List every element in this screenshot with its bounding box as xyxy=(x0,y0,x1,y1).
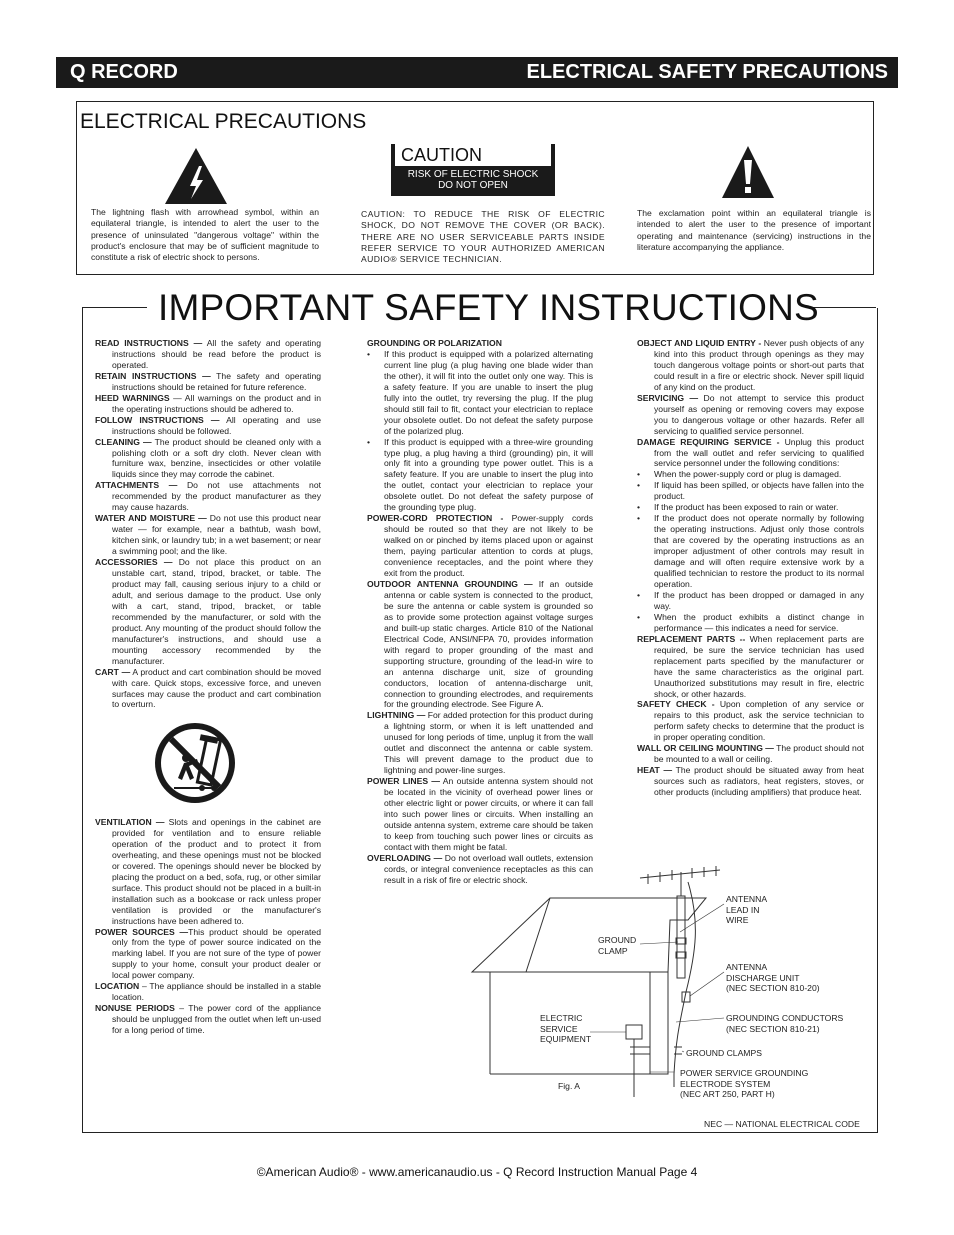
column-1-lower xyxy=(95,817,321,1036)
instruction-item: NONUSE PERIODS – The power cord of the appliance should be unplugged from the outlet when left un-used for a long period of time. xyxy=(95,1003,321,1036)
lightning-description: The lightning flash with arrowhead symbol, within an equilateral triangle, is intended to alert the user to the presence of uninsulated "dangerous voltage" within the product's enclosure that may be of sufficient magnitude to constitute a risk of electric shock to persons. xyxy=(91,207,319,263)
instruction-item: SAFETY CHECK - Upon completion of any service or repairs to this product, ask the service technician to perform safety checks to determine that the product is in proper operating condition. xyxy=(637,699,864,743)
caution-subtitle xyxy=(391,169,555,191)
label-grounding-conductors: GROUNDING CONDUCTORS (NEC SECTION 810-21) xyxy=(726,1013,844,1034)
label-power-service: POWER SERVICE GROUNDING ELECTRODE SYSTEM (NEC ART 250, PART H) xyxy=(680,1068,809,1100)
exclamation-description: The exclamation point within an equilateral triangle is intended to alert the user to the presence of important operating and maintenance (servicing) instructions in the literature accompanying the appliance. xyxy=(637,208,871,252)
caution-sub-line-1: RISK OF ELECTRIC SHOCK xyxy=(407,169,539,180)
nec-note: NEC — NATIONAL ELECTRICAL CODE xyxy=(704,1119,860,1129)
service-condition: • If liquid has been spilled, or objects have fallen into the product. xyxy=(637,480,864,502)
instruction-item: OBJECT AND LIQUID ENTRY - Never push objects of any kind into this product through openings as they may touch dangerous voltage points or short-out parts that could result in a fire or electric shock. Never spill liquid of any kind on the product. xyxy=(637,338,865,392)
instruction-item: POWER-CORD PROTECTION - Power-supply cords should be routed so that they are not likely to be walked on or pinched by items placed upon or against them, paying particular attention to cords at plugs, convenience receptacles, and the point where they exit from the product. xyxy=(367,513,593,579)
column-3 xyxy=(637,338,864,798)
label-antenna-lead-in: ANTENNA LEAD IN WIRE xyxy=(726,894,768,926)
instruction-item: HEAT — The product should be situated away from heat sources such as radiators, heat registers, stoves, or other products (including amplifiers) that produce heat. xyxy=(637,765,864,798)
instruction-item: WALL OR CEILING MOUNTING — The product should not be mounted to a wall or ceiling. xyxy=(637,743,864,765)
label-electric-service: ELECTRIC SERVICE EQUIPMENT xyxy=(540,1013,592,1045)
label-ground-clamps: GROUND CLAMPS xyxy=(686,1048,762,1058)
safety-instructions-title: IMPORTANT SAFETY INSTRUCTIONS xyxy=(158,287,819,328)
instruction-item: ACCESSORIES — Do not place this product on an unstable cart, stand, tripod, bracket, or table. The product may fall, causing serious injury to a child or adult, and serious damage to the product. Use only with a cart, stand, tripod, bracket, or table recommended by the manufacturer, or sold with the product. Any mounting of the product should follow the manufacturer's instructions, and should use a mounting accessory recommended by the manufacturer. xyxy=(95,557,321,666)
service-condition: • When the product exhibits a distinct change in performance — this indicates a need for service. xyxy=(637,612,864,634)
instruction-item: OUTDOOR ANTENNA GROUNDING — If an outside antenna or cable system is connected to the product, be sure the antenna or cable system is grounded so as to provide some protection against voltage surges and built-up static charges. Article 810 of the National Electrical Code, ANSI/NFPA 70, provides information with regard to proper grounding of the mast and supporting structure, grounding of the lead-in wire to an antenna discharge unit, size of grounding conductors, location of antenna-discharge unit, connection to grounding electrodes, and requirements for the grounding electrode. See Figure A. xyxy=(367,578,593,710)
grounding-bullet: • If this product is equipped with a three-wire grounding type plug, a plug having a third (grounding) pin, it will only fit into a grounding type power outlet. This is a safety feature. If you are unable to insert the plug into the outlet, contact your electrician to replace your obsolete outlet. Do not defeat the safety purpose of the grounding type plug. xyxy=(367,437,593,514)
instruction-item: OVERLOADING — Do not overload wall outlets, extension cords, or integral convenience receptacles as this can result in a risk of fire or electric shock. xyxy=(367,852,593,885)
instruction-item: LIGHTNING — For added protection for this product during a lightning storm, or when it is left unattended and unused for long periods of time, unplug it from the wall outlet and disconnect the antenna or cable system. This will prevent damage to the product due to lightning and power-line surges. xyxy=(367,710,593,776)
instruction-item: ATTACHMENTS — Do not use attachments not recommended by the product manufacturer as they may cause hazards. xyxy=(95,480,321,513)
instruction-item: WATER AND MOISTURE — Do not use this product near water — for example, near a bathtub, wash bowl, kitchen sink, or laundry tub; in a wet basement; or near a swimming pool; and the like. xyxy=(95,513,321,557)
header-product: Q RECORD xyxy=(70,61,178,83)
instruction-item: HEED WARNINGS — All warnings on the product and in the operating instructions should be adhered to. xyxy=(95,392,322,414)
header-bar xyxy=(56,57,898,88)
caution-label xyxy=(391,144,555,196)
figure-caption: Fig. A xyxy=(558,1081,580,1091)
lightning-warning-icon xyxy=(163,146,229,206)
instruction-item: LOCATION – The appliance should be installed in a stable location. xyxy=(95,981,321,1003)
instruction-item: READ INSTRUCTIONS — All the safety and operating instructions should be read before the product is operated. xyxy=(95,338,321,370)
instruction-item: CLEANING — The product should be cleaned only with a polishing cloth or a soft dry cloth. Never clean with furniture wax, benzine, insecticides or other volatile liquids since they may corrode the cabinet. xyxy=(95,436,322,480)
instruction-item: RETAIN INSTRUCTIONS — The safety and operating instructions should be retained for future reference. xyxy=(95,370,322,392)
header-section: ELECTRICAL SAFETY PRECAUTIONS xyxy=(526,61,888,83)
instruction-item: POWER LINES — An outside antenna system should not be located in the vicinity of overhead power lines or other electric light or power circuits, or where it can fall into such power lines or circuits. When installing an outside antenna system, extreme care should be taken to keep from touching such power lines or circuits as contact with them might be fatal. xyxy=(367,776,593,852)
service-condition: • If the product has been exposed to rain or water. xyxy=(637,502,864,513)
grounding-bullet: • If this product is equipped with a polarized alternating current line plug (a plug having one blade wider than the other), it will fit into the outlet only one way. This is a safety feature. If you are unable to insert the plug fully into the outlet, try reversing the plug. If the plug should still fail to fit, contact your electrician to replace your obsolete outlet. Do not defeat the safety purpose of the polarized plug. xyxy=(367,349,593,437)
column-2 xyxy=(367,338,593,886)
instruction-item: POWER SOURCES —This product should be operated only from the type of power source indicated on the marking label. If you are not sure of the type of power supply to your home, consult your product dealer or local power company. xyxy=(95,926,321,981)
caution-word: CAUTION xyxy=(395,144,551,166)
caution-sub-line-2: DO NOT OPEN xyxy=(438,180,508,191)
electrical-precautions-title: ELECTRICAL PRECAUTIONS xyxy=(80,110,367,133)
label-ground-clamp: GROUND CLAMP xyxy=(598,935,637,956)
instruction-item: VENTILATION — Slots and openings in the cabinet are provided for ventilation and to ensure reliable operation of the product and to protect it from overheating, and these openings must not be blocked or covered. The openings should never be blocked by placing the product on a bed, sofa, rug, or other similar surface. This product should not be placed in a built-in installation such as a bookcase or rack unless proper ventilation is provided or the manufacturer's instructions have been adhered to. xyxy=(95,817,321,926)
page-footer: ©American Audio® - www.americanaudio.us - Q Record Instruction Manual Page 4 xyxy=(256,1165,698,1179)
exclamation-warning-icon xyxy=(720,144,776,200)
column-1 xyxy=(95,338,321,710)
caution-description: CAUTION: TO REDUCE THE RISK OF ELECTRIC SHOCK, DO NOT REMOVE THE COVER (OR BACK). THERE ARE NO USER SERVICEABLE PARTS INSIDE REFER SERVICE TO YOUR AUTHORIZED AMERICAN AUDIO® SERVICE TECHNICIAN. xyxy=(361,209,605,265)
grounding-heading: GROUNDING OR POLARIZATION xyxy=(367,338,502,348)
frame-top-line-right xyxy=(810,307,876,308)
label-discharge-unit: ANTENNA DISCHARGE UNIT (NEC SECTION 810-20) xyxy=(726,962,820,994)
instruction-item: DAMAGE REQUIRING SERVICE - Unplug this product from the wall outlet and refer servicing to qualified service personnel under the following conditions: xyxy=(637,436,864,469)
service-condition: • If the product does not operate normally by following the operating instructions. Adjust only those controls that are covered by the operating instructions as an improper adjustment of other controls may result in damage and will often require extensive work by a qualified technician to restore the product to its normal operation. xyxy=(637,513,864,590)
frame-top-line-left xyxy=(82,307,147,308)
instruction-item: FOLLOW INSTRUCTIONS — All operating and use instructions should be followed. xyxy=(95,414,321,436)
service-condition: • When the power-supply cord or plug is damaged. xyxy=(637,469,864,480)
instruction-item: SERVICING — Do not attempt to service this product yourself as opening or removing covers may expose you to dangerous voltage or other hazards. Refer all servicing to qualified service personnel. xyxy=(637,392,864,436)
service-condition: • If the product has been dropped or damaged in any way. xyxy=(637,590,864,612)
instruction-item: CART — A product and cart combination should be moved with care. Quick stops, excessive force, and uneven surfaces may cause the product and cart combination to overturn. xyxy=(95,666,321,710)
cart-tipover-warning-icon xyxy=(154,722,236,804)
instruction-item: REPLACEMENT PARTS -- When replacement parts are required, be sure the service technician has used replacement parts specified by the manufacturer or have the same characteristics as the original part. Unauthorized substitutions may result in fire, electric shock, or other hazards. xyxy=(637,633,864,699)
